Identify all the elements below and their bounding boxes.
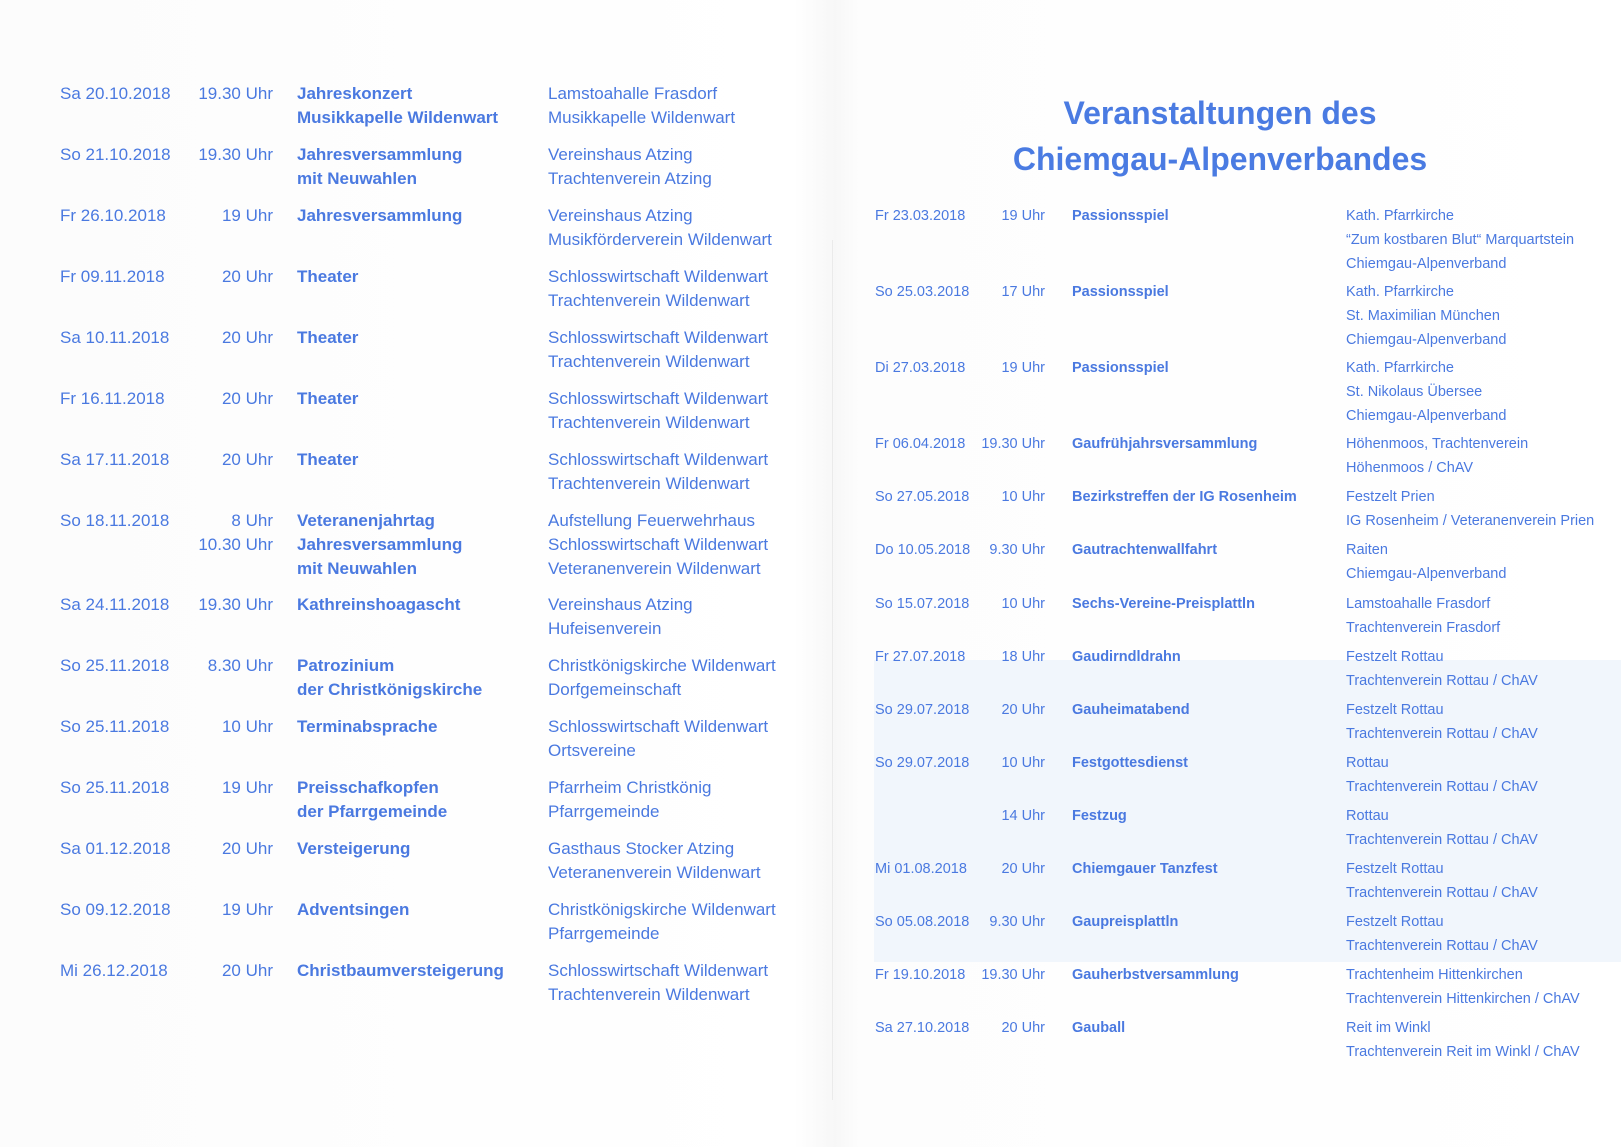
event-title	[297, 326, 542, 350]
event-venue	[548, 654, 818, 702]
event-time: 20 Uhr	[1001, 861, 1045, 877]
event-venue	[1346, 280, 1621, 352]
event-venue-line: Trachtenverein Rottau / ChAV	[1346, 726, 1538, 742]
event-title-line: Theater	[297, 267, 359, 286]
association-events-column	[840, 0, 1621, 1147]
event-date: So 25.11.2018	[60, 717, 170, 736]
event-venue-line: “Zum kostbaren Blut“ Marquartstein	[1346, 232, 1575, 248]
event-venue-line: Pfarrgemeinde	[548, 802, 660, 821]
event-venue	[1346, 538, 1621, 586]
event-time: 9.30 Uhr	[989, 542, 1045, 558]
event-venue-line: Trachtenverein Rottau / ChAV	[1346, 832, 1538, 848]
event-venue-line: Hufeisenverein	[548, 619, 662, 638]
event-time-line: 20 Uhr	[221, 389, 273, 408]
event-title-line: Theater	[297, 328, 359, 347]
event-date: Fr 09.11.2018	[60, 267, 165, 286]
event-venue-line: St. Maximilian München	[1346, 308, 1500, 324]
event-time	[190, 143, 273, 167]
event-time-line: 20 Uhr	[221, 839, 273, 858]
event-title-line: Kathreinshoagascht	[297, 595, 461, 614]
event-title: Passionsspiel	[1072, 360, 1169, 376]
event-venue	[1346, 751, 1621, 799]
event-venue-line: Pfarrheim Christkönig	[548, 778, 712, 797]
event-title	[297, 448, 542, 472]
event-venue-line: Vereinshaus Atzing	[548, 206, 693, 225]
event-title: Gautrachtenwallfahrt	[1072, 542, 1218, 558]
event-venue-line: Christkönigskirche Wildenwart	[548, 900, 776, 919]
event-title	[297, 143, 542, 191]
event-venue-line: Schlosswirtschaft Wildenwart	[548, 961, 769, 980]
event-title: Sechs-Vereine-Preisplattln	[1072, 596, 1255, 612]
event-title	[297, 898, 542, 922]
event-time: 10 Uhr	[1001, 596, 1045, 612]
event-time: 19 Uhr	[1001, 360, 1045, 376]
event-time: 19 Uhr	[1001, 208, 1045, 224]
event-time: 19.30 Uhr	[981, 436, 1045, 452]
event-title: Festzug	[1072, 808, 1127, 824]
event-time	[190, 654, 273, 678]
event-venue	[548, 326, 818, 374]
event-time	[190, 593, 273, 617]
event-venue-line: Höhenmoos, Trachtenverein	[1346, 436, 1529, 452]
event-venue-line: Trachtenverein Wildenwart	[548, 474, 750, 493]
event-time: 9.30 Uhr	[989, 914, 1045, 930]
event-venue	[1346, 1016, 1621, 1064]
event-venue-line: Höhenmoos / ChAV	[1346, 460, 1474, 476]
event-date: Fr 26.10.2018	[60, 206, 166, 225]
event-venue-line: Kath. Pfarrkirche	[1346, 360, 1454, 376]
event-venue	[548, 959, 818, 1007]
event-venue	[1346, 963, 1621, 1011]
event-venue-line: Trachtenverein Wildenwart	[548, 352, 750, 371]
event-venue-line: St. Nikolaus Übersee	[1346, 384, 1483, 400]
event-venue	[548, 82, 818, 130]
event-venue-line: Kath. Pfarrkirche	[1346, 208, 1454, 224]
event-venue-line: Trachtenverein Wildenwart	[548, 291, 750, 310]
event-venue-line: Festzelt Rottau	[1346, 861, 1444, 877]
event-title-line: Theater	[297, 450, 359, 469]
event-venue-line: Trachtenverein Frasdorf	[1346, 620, 1501, 636]
event-venue-line: Festzelt Rottau	[1346, 649, 1444, 665]
event-title-line: Jahreskonzert	[297, 84, 413, 103]
event-venue-line: Gasthaus Stocker Atzing	[548, 839, 735, 858]
event-venue	[548, 837, 818, 885]
event-date: So 29.07.2018	[875, 755, 970, 771]
event-venue	[1346, 804, 1621, 852]
event-venue-line: Vereinshaus Atzing	[548, 145, 693, 164]
event-title	[297, 837, 542, 861]
event-title	[297, 204, 542, 228]
event-date: So 09.12.2018	[60, 900, 171, 919]
event-venue-line: Trachtenverein Rottau / ChAV	[1346, 938, 1538, 954]
event-venue-line: Chiemgau-Alpenverband	[1346, 256, 1507, 272]
event-venue	[548, 776, 818, 824]
event-venue-line: Rottau	[1346, 755, 1389, 771]
event-title: Passionsspiel	[1072, 208, 1169, 224]
event-date: Fr 23.03.2018	[875, 208, 966, 224]
event-venue	[548, 715, 818, 763]
event-date: So 27.05.2018	[875, 489, 970, 505]
event-time: 18 Uhr	[1001, 649, 1045, 665]
event-venue-line: Trachtenverein Wildenwart	[548, 413, 750, 432]
event-venue-line: Schlosswirtschaft Wildenwart	[548, 328, 769, 347]
event-time-line: 19 Uhr	[221, 900, 273, 919]
event-date: Do 10.05.2018	[875, 542, 971, 558]
event-title: Gauherbstversammlung	[1072, 967, 1239, 983]
event-time: 20 Uhr	[1001, 1020, 1045, 1036]
event-venue	[548, 143, 818, 191]
event-date: Fr 06.04.2018	[875, 436, 966, 452]
event-venue-line: Pfarrgemeinde	[548, 924, 660, 943]
event-venue-line: Schlosswirtschaft Wildenwart	[548, 267, 769, 286]
event-venue-line: Festzelt Rottau	[1346, 702, 1444, 718]
event-time-line: 10 Uhr	[221, 717, 273, 736]
event-venue-line: Lamstoahalle Frasdorf	[1346, 596, 1491, 612]
event-venue-line: Trachtenverein Atzing	[548, 169, 712, 188]
event-title: Gauheimatabend	[1072, 702, 1190, 718]
event-title	[297, 82, 542, 130]
event-title	[297, 593, 542, 617]
event-venue-line: Schlosswirtschaft Wildenwart	[548, 450, 769, 469]
event-venue-line: Aufstellung Feuerwehrhaus	[548, 511, 755, 530]
event-date: So 29.07.2018	[875, 702, 970, 718]
heading-line-1: Veranstaltungen des	[1063, 95, 1377, 131]
event-title-line: der Pfarrgemeinde	[297, 802, 448, 821]
event-venue	[548, 204, 818, 252]
event-venue-line: Festzelt Prien	[1346, 489, 1435, 505]
event-venue	[1346, 910, 1621, 958]
event-venue	[548, 593, 818, 641]
event-date: Sa 17.11.2018	[60, 450, 170, 469]
event-title-line: Veteranenjahrtag	[297, 511, 435, 530]
event-time-line: 19.30 Uhr	[198, 595, 273, 614]
event-venue-line: Schlosswirtschaft Wildenwart	[548, 535, 769, 554]
event-venue-line: Trachtenverein Rottau / ChAV	[1346, 885, 1538, 901]
event-venue-line: Trachtenverein Hittenkirchen / ChAV	[1346, 991, 1580, 1007]
event-time	[190, 715, 273, 739]
event-title-line: Terminabsprache	[297, 717, 438, 736]
event-venue	[548, 448, 818, 496]
event-title-line: Jahresversammlung	[297, 145, 463, 164]
event-title: Chiemgauer Tanzfest	[1072, 861, 1218, 877]
event-time: 10 Uhr	[1001, 489, 1045, 505]
page-heading	[960, 90, 1480, 182]
event-venue-line: Vereinshaus Atzing	[548, 595, 693, 614]
event-time-line: 19.30 Uhr	[198, 145, 273, 164]
event-date: Sa 10.11.2018	[60, 328, 170, 347]
event-venue-line: Chiemgau-Alpenverband	[1346, 332, 1507, 348]
event-time	[190, 776, 273, 800]
event-venue-line: Rottau	[1346, 808, 1389, 824]
event-venue	[1346, 432, 1621, 480]
event-title	[297, 265, 542, 289]
event-title-line: Jahresversammlung	[297, 535, 463, 554]
event-venue	[1346, 592, 1621, 640]
event-venue-line: Trachtenheim Hittenkirchen	[1346, 967, 1523, 983]
event-date: Sa 01.12.2018	[60, 839, 171, 858]
event-time: 19.30 Uhr	[981, 967, 1045, 983]
event-venue-line: Trachtenverein Rottau / ChAV	[1346, 673, 1538, 689]
heading-line-2: Chiemgau-Alpenverbandes	[1012, 141, 1428, 177]
event-title	[297, 509, 542, 581]
event-title	[297, 715, 542, 739]
event-title: Gaudirndldrahn	[1072, 649, 1181, 665]
event-venue	[548, 898, 818, 946]
event-title-line: Musikkapelle Wildenwart	[297, 108, 499, 127]
event-venue-line: Ortsvereine	[548, 741, 636, 760]
event-date: So 25.11.2018	[60, 656, 170, 675]
event-date: So 25.11.2018	[60, 778, 170, 797]
event-venue-line: Musikförderverein Wildenwart	[548, 230, 772, 249]
event-venue-line: Reit im Winkl	[1346, 1020, 1431, 1036]
event-date: So 18.11.2018	[60, 511, 170, 530]
event-time-line: 20 Uhr	[221, 267, 273, 286]
event-time	[190, 326, 273, 350]
event-venue-line: Schlosswirtschaft Wildenwart	[548, 717, 769, 736]
event-venue	[1346, 204, 1621, 276]
event-venue-line: Veteranenverein Wildenwart	[548, 863, 761, 882]
event-venue-line: Lamstoahalle Frasdorf	[548, 84, 718, 103]
event-time-line: 8 Uhr	[231, 511, 273, 530]
event-date: Sa 24.11.2018	[60, 595, 170, 614]
event-venue-line: Trachtenverein Rottau / ChAV	[1346, 779, 1538, 795]
event-time: 14 Uhr	[1001, 808, 1045, 824]
event-time-line: 20 Uhr	[221, 961, 273, 980]
event-venue	[548, 509, 818, 581]
event-date: Fr 19.10.2018	[875, 967, 966, 983]
event-venue-line: IG Rosenheim / Veteranenverein Prien	[1346, 513, 1595, 529]
event-title	[297, 776, 542, 824]
event-time	[190, 837, 273, 861]
event-time	[190, 448, 273, 472]
event-date: Fr 27.07.2018	[875, 649, 966, 665]
event-title-line: Versteigerung	[297, 839, 411, 858]
event-venue-line: Veteranenverein Wildenwart	[548, 559, 761, 578]
event-venue	[1346, 356, 1621, 428]
event-title-line: Patrozinium	[297, 656, 395, 675]
event-date: So 15.07.2018	[875, 596, 970, 612]
event-venue-line: Raiten	[1346, 542, 1388, 558]
event-venue	[1346, 485, 1621, 533]
event-time-line: 19 Uhr	[221, 206, 273, 225]
event-title-line: Adventsingen	[297, 900, 410, 919]
event-time	[190, 898, 273, 922]
event-venue-line: Festzelt Rottau	[1346, 914, 1444, 930]
event-time	[190, 204, 273, 228]
event-time	[190, 509, 273, 557]
event-date: Mi 26.12.2018	[60, 961, 168, 980]
event-title-line: Jahresversammlung	[297, 206, 463, 225]
event-time-line: 10.30 Uhr	[198, 535, 273, 554]
event-date: So 05.08.2018	[875, 914, 970, 930]
event-title-line: Preisschafkopfen	[297, 778, 439, 797]
event-date: So 25.03.2018	[875, 284, 970, 300]
event-title	[297, 959, 542, 983]
event-title: Gauball	[1072, 1020, 1126, 1036]
event-title-line: Christbaumversteigerung	[297, 961, 504, 980]
event-date: So 21.10.2018	[60, 145, 171, 164]
event-title: Festgottesdienst	[1072, 755, 1189, 771]
event-venue-line: Chiemgau-Alpenverband	[1346, 566, 1507, 582]
event-time: 10 Uhr	[1001, 755, 1045, 771]
event-time-line: 8.30 Uhr	[207, 656, 273, 675]
event-date: Sa 27.10.2018	[875, 1020, 970, 1036]
event-time-line: 20 Uhr	[221, 450, 273, 469]
event-venue-line: Chiemgau-Alpenverband	[1346, 408, 1507, 424]
event-title-line: mit Neuwahlen	[297, 559, 417, 578]
event-date: Mi 01.08.2018	[875, 861, 967, 877]
event-venue-line: Musikkapelle Wildenwart	[548, 108, 736, 127]
event-date: Di 27.03.2018	[875, 360, 966, 376]
page-fold	[832, 240, 833, 1100]
event-time: 20 Uhr	[1001, 702, 1045, 718]
event-date: Sa 20.10.2018	[60, 84, 171, 103]
event-title: Bezirkstreffen der IG Rosenheim	[1072, 489, 1297, 505]
event-date: Fr 16.11.2018	[60, 389, 165, 408]
event-title: Gaupreisplattln	[1072, 914, 1179, 930]
event-title: Passionsspiel	[1072, 284, 1169, 300]
event-venue	[1346, 645, 1621, 693]
event-time	[190, 265, 273, 289]
event-title	[297, 387, 542, 411]
event-venue-line: Kath. Pfarrkirche	[1346, 284, 1454, 300]
event-venue	[548, 265, 818, 313]
event-time	[190, 387, 273, 411]
event-venue-line: Christkönigskirche Wildenwart	[548, 656, 776, 675]
event-title-line: Theater	[297, 389, 359, 408]
event-time	[190, 82, 273, 106]
event-time: 17 Uhr	[1001, 284, 1045, 300]
event-venue	[1346, 698, 1621, 746]
event-title-line: der Christkönigskirche	[297, 680, 483, 699]
event-title	[297, 654, 542, 702]
event-time	[190, 959, 273, 983]
event-time-line: 19 Uhr	[221, 778, 273, 797]
event-time-line: 20 Uhr	[221, 328, 273, 347]
event-venue-line: Schlosswirtschaft Wildenwart	[548, 389, 769, 408]
event-venue-line: Dorfgemeinschaft	[548, 680, 682, 699]
event-venue-line: Trachtenverein Reit im Winkl / ChAV	[1346, 1044, 1580, 1060]
event-time-line: 19.30 Uhr	[198, 84, 273, 103]
event-venue	[548, 387, 818, 435]
event-venue-line: Trachtenverein Wildenwart	[548, 985, 750, 1004]
event-title: Gaufrühjahrsversammlung	[1072, 436, 1258, 452]
event-venue	[1346, 857, 1621, 905]
event-title-line: mit Neuwahlen	[297, 169, 417, 188]
